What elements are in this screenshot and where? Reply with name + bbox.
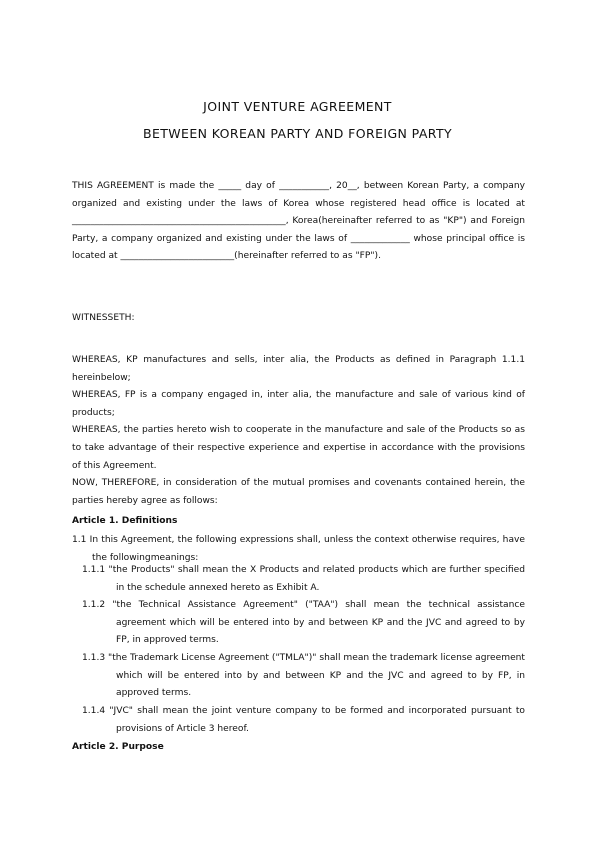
witnesseth-label: WITNESSETH:: [72, 313, 135, 323]
clause-1-1-3: [82, 650, 525, 703]
clause-1-1-2: [82, 597, 525, 650]
clause-1-1-2-text: 1.1.2 "the Technical Assistance Agreement" ("TAA") shall mean the technical assistance agreement which will be entered into by and between KP and the JVC and agreed to by FP, in approved terms.: [82, 600, 525, 646]
document-title-line1: JOINT VENTURE AGREEMENT: [203, 99, 392, 114]
article-2-heading: Article 2. Purpose: [72, 742, 164, 752]
recital-4: NOW, THEREFORE, in consideration of the mutual promises and covenants contained herein, the parties hereby agree as follows:: [72, 478, 525, 506]
clause-1-1-text: 1.1 In this Agreement, the following expressions shall, unless the context otherwise requires, have the followingmeanings:: [72, 535, 525, 563]
recital-2: WHEREAS, FP is a company engaged in, inter alia, the manufacture and sale of various kind of products;: [72, 390, 525, 418]
intro-paragraph: THIS AGREEMENT is made the _____ day of ___________, 20__, between Korean Party, a company organized and existing under the laws of Korea whose registered head office is located at _______________________________________________, Korea(hereinafter referred to as "KP") and Foreign Party, a company organized and existing under the laws of _____________ whose principal office is located at _________________________(hereinafter referred to as "FP").: [72, 181, 525, 262]
clause-1-1-4: [82, 703, 525, 738]
recital-1: WHEREAS, KP manufactures and sells, inter alia, the Products as defined in Paragraph 1.1.1 hereinbelow;: [72, 355, 525, 383]
recitals: [72, 352, 525, 510]
article-1-heading: Article 1. Definitions: [72, 516, 178, 526]
clause-1-1-3-text: 1.1.3 "the Trademark License Agreement ("TMLA")" shall mean the trademark license agreement which will be entered into by and between KP and the JVC and agreed to by FP, in approved terms.: [82, 653, 525, 699]
clause-1-1-1-text: 1.1.1 "the Products" shall mean the X Products and related products which are further specified in the schedule annexed hereto as Exhibit A.: [82, 565, 525, 593]
document-title-line2: BETWEEN KOREAN PARTY AND FOREIGN PARTY: [142, 126, 453, 141]
clause-1-1-4-text: 1.1.4 "JVC" shall mean the joint venture company to be formed and incorporated pursuant to provisions of Article 3 hereof.: [82, 706, 525, 734]
clause-1-1-1: [82, 562, 525, 597]
recital-3: WHEREAS, the parties hereto wish to cooperate in the manufacture and sale of the Products so as to take advantage of their respective experience and expertise in accordance with the provisions of this Agreement.: [72, 425, 525, 471]
